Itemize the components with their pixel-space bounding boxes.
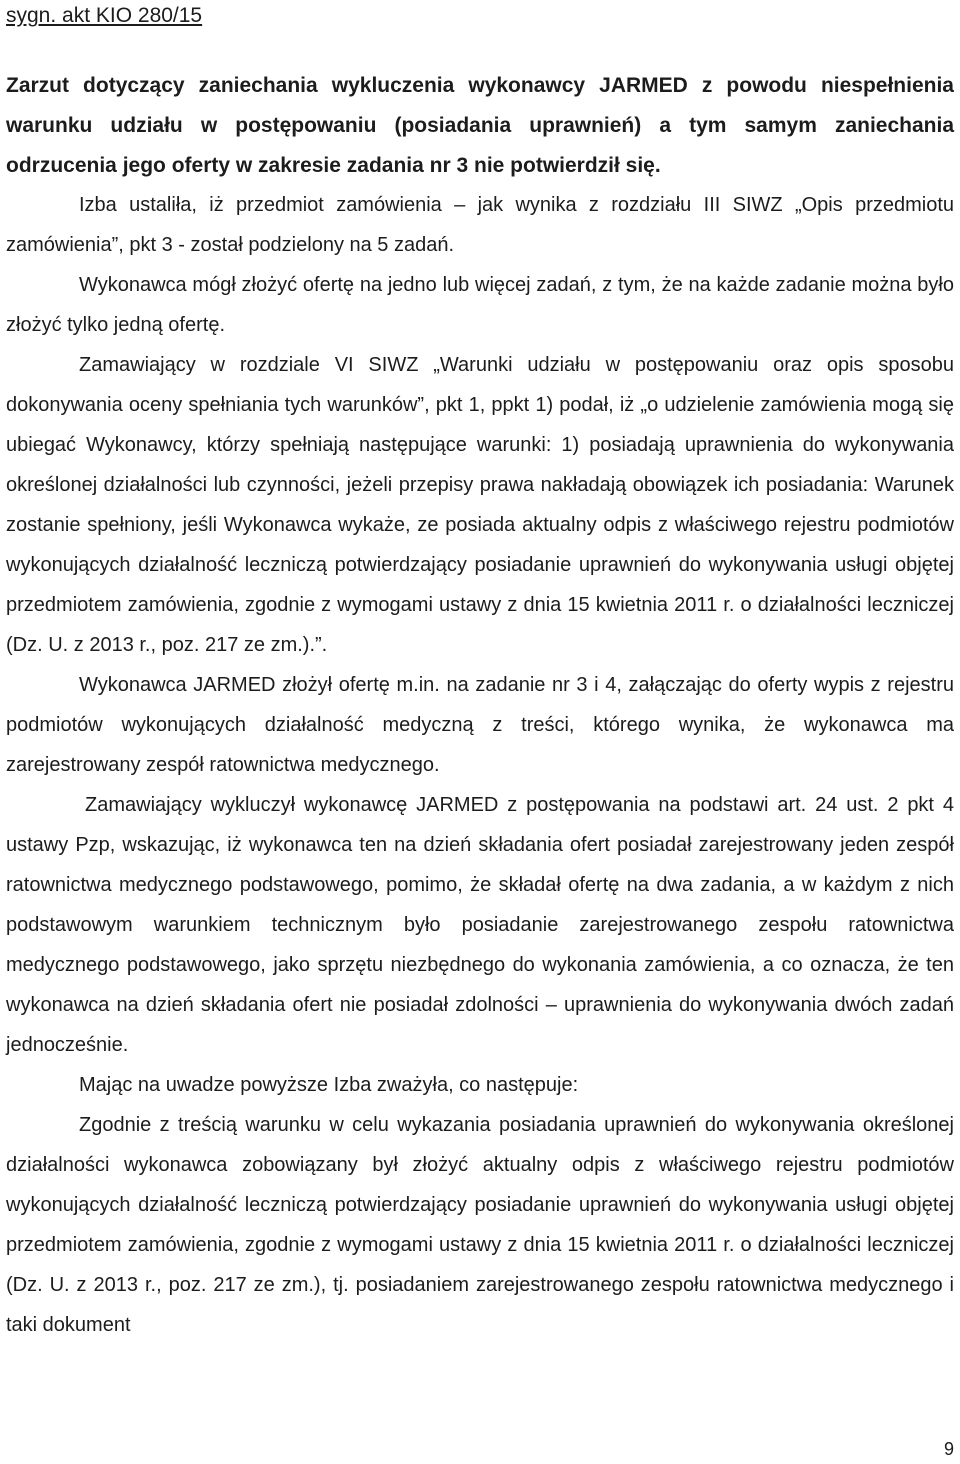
page-number: 9 xyxy=(943,1439,954,1459)
section-heading: Zarzut dotyczący zaniechania wykluczenia wykonawcy JARMED z powodu niespełnienia warunku udziału w postępowaniu (posiadania uprawnień) a tym samym zaniechania odrzucenia jego oferty w zakresie zadania nr 3 nie potwierdził się. xyxy=(6,74,954,177)
paragraph-5: Zamawiający wykluczył wykonawcę JARMED z postępowania na podstawi art. 24 ust. 2 pkt 4 ustawy Pzp, wskazując, iż wykonawca ten na dzień składania ofert posiadał zarejestrowany jeden zespół ratownictwa medycznego podstawowego, pomimo, że składał ofertę na dwa zadania, a w każdym z nich podstawowym warunkiem technicznym było posiadanie zarejestrowanego zespołu ratownictwa medycznego podstawowego, jako sprzętu niezbędnego do wykonania zamówienia, a co oznacza, że ten wykonawca na dzień składania ofert nie posiadał zdolności – uprawnienia do wykonywania dwóch zadań jednocześnie. xyxy=(6,794,954,1057)
paragraph-2: Wykonawca mógł złożyć ofertę na jedno lub więcej zadań, z tym, że na każde zadanie można było złożyć tylko jedną ofertę. xyxy=(6,274,954,337)
paragraph-3: Zamawiający w rozdziale VI SIWZ „Warunki udziału w postępowaniu oraz opis sposobu dokonywania oceny spełniania tych warunków”, pkt 1, ppkt 1) podał, iż „o udzielenie zamówienia mogą się ubiegać Wykonawcy, którzy spełniają następujące warunki: 1) posiadają uprawnienia do wykonywania określonej działalności lub czynności, jeżeli przepisy prawa nakładają obowiązek ich posiadania: Warunek zostanie spełniony, jeśli Wykonawca wykaże, ze posiada aktualny odpis z właściwego rejestru podmiotów wykonujących działalność leczniczą potwierdzający posiadanie uprawnień do wykonywania usługi objętej przedmiotem zamówienia, zgodnie z wymogami ustawy z dnia 15 kwietnia 2011 r. o działalności leczniczej (Dz. U. z 2013 r., poz. 217 ze zm.).”. xyxy=(6,354,954,657)
paragraph-1: Izba ustaliła, iż przedmiot zamówienia – jak wynika z rozdziału III SIWZ „Opis przedmiotu zamówienia”, pkt 3 - został podzielony na 5 zadań. xyxy=(6,194,954,257)
paragraph-6: Mając na uwadze powyższe Izba zważyła, co następuje: xyxy=(79,1074,579,1097)
case-signature: sygn. akt KIO 280/15 xyxy=(6,4,203,27)
paragraph-7: Zgodnie z treścią warunku w celu wykazania posiadania uprawnień do wykonywania określonej działalności wykonawca zobowiązany był złożyć aktualny odpis z właściwego rejestru podmiotów wykonujących działalność leczniczą potwierdzający posiadanie uprawnień do wykonywania usługi objętej przedmiotem zamówienia, zgodnie z wymogami ustawy z dnia 15 kwietnia 2011 r. o działalności leczniczej (Dz. U. z 2013 r., poz. 217 ze zm.), tj. posiadaniem zarejestrowanego zespołu ratownictwa medycznego i taki dokument xyxy=(6,1114,954,1337)
paragraph-4: Wykonawca JARMED złożył ofertę m.in. na zadanie nr 3 i 4, załączając do oferty wypis z rejestru podmiotów wykonujących działalność medyczną z treści, którego wynika, że wykonawca ma zarejestrowany zespół ratownictwa medycznego. xyxy=(6,674,954,777)
document-page xyxy=(6,0,954,1345)
